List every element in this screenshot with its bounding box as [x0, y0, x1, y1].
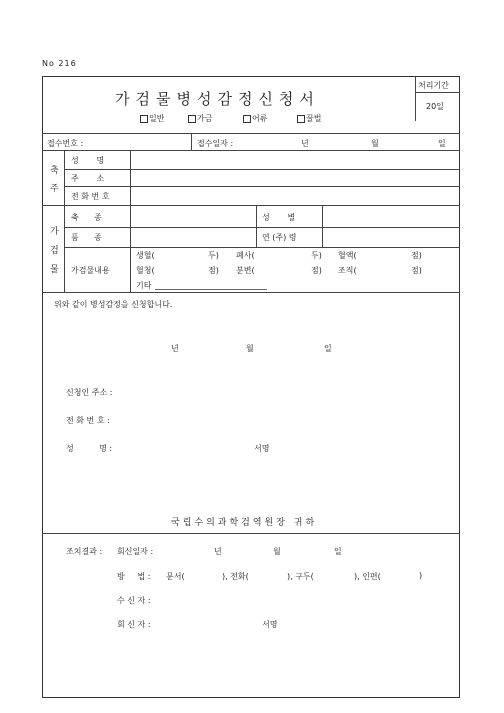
other-input-line[interactable]: [155, 289, 267, 290]
receipt-number-label: 접수번호 :: [47, 139, 84, 148]
request-statement: 위와 같이 병성감정을 신청합니다.: [54, 300, 173, 309]
method-phone: ), 전화(: [222, 572, 249, 581]
reply-year: 년: [214, 547, 222, 556]
method-label: 방 법 :: [117, 572, 151, 581]
applicant-name-label: 성 명 :: [66, 444, 113, 453]
request-month: 월: [246, 344, 254, 353]
request-year: 년: [171, 344, 179, 353]
specimen-group-label-1: 가: [50, 227, 59, 237]
receipt-day: 일: [438, 139, 446, 148]
reply-date-label: 회신일자 :: [117, 547, 154, 556]
item-serum: 혈청(: [136, 266, 155, 275]
processing-period-value: 20일: [426, 102, 444, 111]
checkbox-icon: [243, 115, 251, 123]
reply-month: 월: [273, 547, 281, 556]
processing-box-left: [415, 76, 416, 121]
rule-specimen-2: [64, 247, 460, 248]
variety-label: 품 종: [71, 233, 102, 242]
type-option-poultry[interactable]: 가금: [188, 113, 212, 124]
item-dead: 폐사(: [236, 251, 255, 260]
rule-label-col: [130, 150, 131, 292]
owner-group-label-2: 주: [50, 184, 59, 194]
rule-owner-1: [64, 169, 460, 170]
receipt-year: 년: [301, 139, 309, 148]
rule-specimen-mid2: [322, 205, 323, 247]
rule-owner-2: [64, 186, 460, 187]
species-label: 축 종: [71, 213, 102, 222]
receiver-label: 수 신 자 :: [117, 596, 151, 605]
result-label: 조치결과 :: [66, 547, 103, 556]
item-tissue-unit: 점): [411, 266, 422, 275]
item-live-blood-unit: 두): [208, 251, 219, 260]
replier-label: 회 신 자 :: [117, 620, 151, 629]
item-blood-unit: 점): [411, 251, 422, 260]
item-live-blood: 생혈(: [136, 251, 155, 260]
type-option-general[interactable]: 일반: [140, 113, 164, 124]
owner-phone-label: 전 화 번 호: [71, 192, 110, 201]
item-feces-unit: 점): [311, 266, 322, 275]
checkbox-icon: [188, 115, 196, 123]
addressee: 국립수의과학검역원장 귀하: [171, 518, 318, 528]
checkbox-icon: [140, 115, 148, 123]
specimen-group-label-3: 물: [50, 265, 59, 275]
document-number: No 216: [42, 59, 77, 68]
type-option-fish[interactable]: 어류: [243, 113, 267, 124]
rule-receipt-top: [42, 133, 460, 134]
method-document: 문서(: [166, 572, 185, 581]
receipt-month: 월: [371, 139, 379, 148]
item-other: 기타: [136, 281, 152, 290]
rule-specimen-1: [64, 227, 460, 228]
rule-owner-bottom: [42, 205, 460, 206]
sex-label: 성 별: [262, 213, 296, 222]
rule-specimen-mid: [256, 205, 257, 247]
rule-receipt-bottom: [42, 150, 460, 151]
specimen-group-label-2: 검: [50, 246, 59, 256]
specimen-content-label: 가검물내용: [71, 266, 110, 275]
checkbox-icon: [297, 115, 305, 123]
replier-sign-label: 서명: [262, 620, 278, 629]
item-tissue: 조직(: [338, 266, 357, 275]
applicant-phone-label: 전 화 번 호 :: [66, 416, 110, 425]
rule-result-top: [42, 533, 460, 534]
owner-address-label: 주 소: [71, 174, 105, 183]
applicant-address-label: 신청인 주소 :: [66, 388, 113, 397]
type-option-bee[interactable]: 꿀벌: [297, 113, 321, 124]
form-title: 가검물병성감정신청서: [115, 90, 320, 108]
item-blood: 혈액(: [338, 251, 357, 260]
owner-name-label: 성 명: [71, 156, 105, 165]
method-messenger: ), 인편(: [354, 572, 381, 581]
receipt-date-label: 접수일자 :: [197, 139, 234, 148]
request-day: 일: [324, 344, 332, 353]
rule-specimen-bottom: [42, 292, 460, 293]
method-close: ): [419, 571, 423, 580]
rule-receipt-divider: [191, 133, 192, 150]
item-feces: 분변(: [236, 266, 255, 275]
applicant-sign-label: 서명: [254, 444, 270, 453]
age-label: 연 (주) 령: [262, 233, 297, 242]
processing-box-divider: [415, 92, 460, 93]
item-dead-unit: 두): [311, 251, 322, 260]
processing-period-label: 처리기간: [418, 81, 449, 90]
reply-day: 일: [334, 547, 342, 556]
method-oral: ), 구두(: [287, 572, 314, 581]
rule-group-col: [64, 150, 65, 292]
item-serum-unit: 점): [208, 266, 219, 275]
owner-group-label-1: 축: [50, 166, 59, 176]
